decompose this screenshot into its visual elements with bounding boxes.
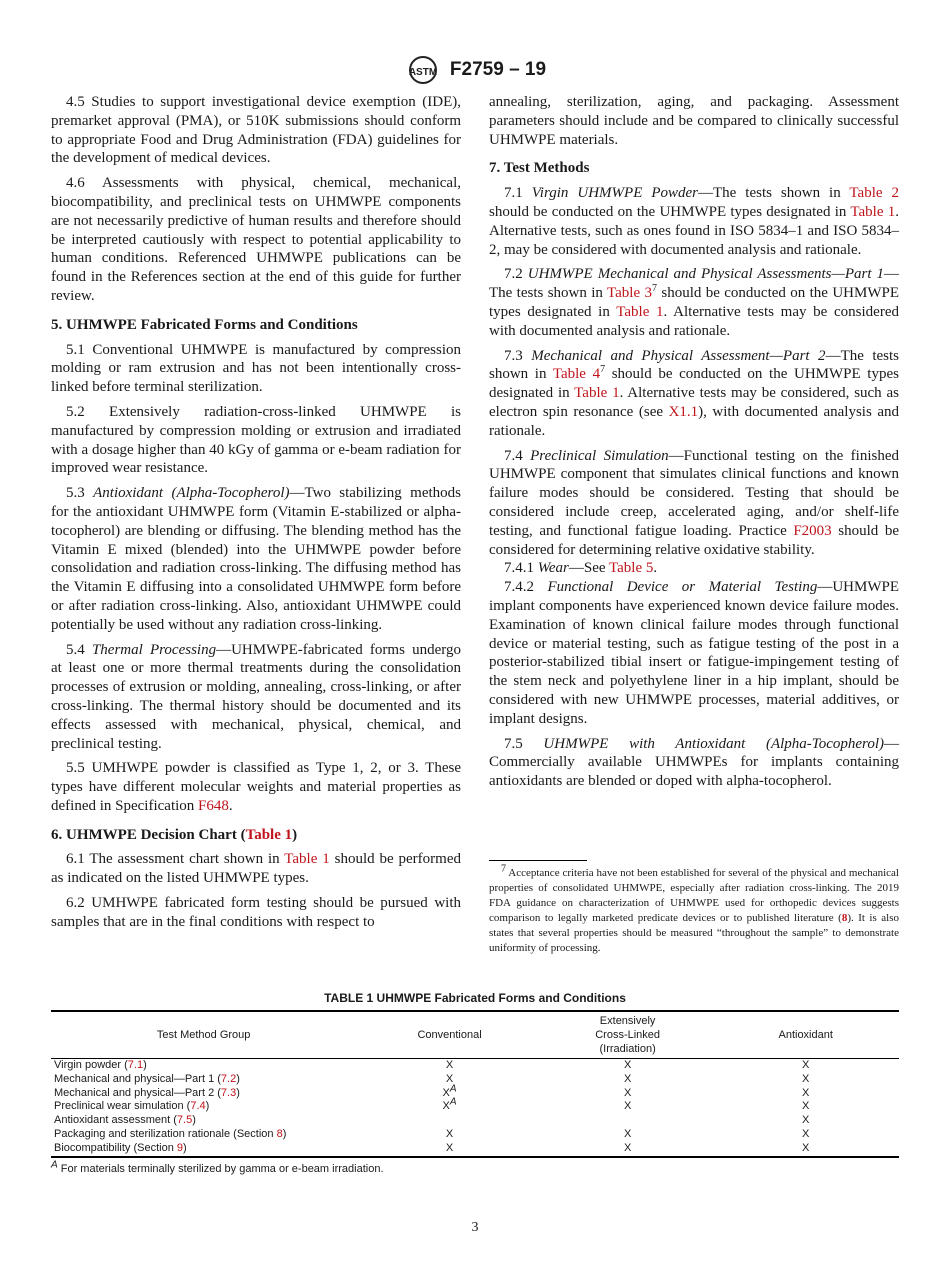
footnote-mark: A: [449, 1082, 457, 1094]
table-footnote-text: For materials terminally sterilized by gamma or e-beam irradiation.: [57, 1163, 384, 1175]
svg-text:ASTM: ASTM: [408, 67, 438, 78]
text: . Alternative tests may be considered with documented analysis and rationale.: [489, 303, 899, 339]
text: 5.1 Conventional UHMWPE is manufactured by compression molding or ram extrusion and has not been intentionally cross-linked before terminal sterilization.: [51, 341, 461, 396]
text: —UHMWPE implant components have experienced known device failure modes. Examination of known clinical failure modes through functional device or material testing, such as fatigue testing of the post in a posterior-stabilized tibial insert or fatigue-impingement testing of the stem neck and polyethylene liner in a hip implant, should be considered with new UHMWPE processes, material additives, or implant designs.: [489, 579, 899, 727]
cell-cross-linked: X: [623, 1072, 632, 1085]
cell-conventional: X: [445, 1141, 454, 1154]
cell-conventional: [356, 1114, 543, 1128]
footnote-mark: A: [449, 1096, 457, 1108]
cross-reference-link[interactable]: 8: [841, 912, 848, 924]
text: 7.3: [504, 347, 532, 364]
paragraph: [51, 894, 461, 932]
text: 4.6 Assessments with physical, chemical, mechanical, biocompatibility, and preclinical tests on UHMWPE components are not necessarily predictive of human results and therefore should be interpreted cautiously with respect to potential applicability to human conditions. Referenced UHMWPE publications can be found in the References section at the end of this guide for further review.: [51, 175, 461, 304]
row-label: Preclinical wear simulation (7.4): [54, 1100, 210, 1113]
cross-reference-link[interactable]: Table 2: [849, 185, 899, 202]
table-row: [51, 1114, 899, 1128]
cell-antioxidant: X: [802, 1100, 810, 1113]
text: . Alternative tests, such as ones found in ISO 5834–1 and ISO 5834–2, may be considered with documented analysis and rationale.: [489, 203, 899, 258]
cross-reference-link[interactable]: Table 1: [850, 203, 896, 220]
text: —The tests shown in: [697, 185, 850, 202]
cross-reference-link[interactable]: Table 4: [552, 366, 601, 383]
text: 7.4: [504, 447, 531, 464]
section-subtitle: Thermal Processing: [91, 641, 217, 658]
footnote-7: [489, 863, 899, 956]
cross-reference-link[interactable]: 7.4: [190, 1100, 206, 1113]
column-header: Antioxidant: [778, 1029, 833, 1041]
table-row: [51, 1073, 899, 1087]
text: should be conducted on the UHMWPE types designated in: [489, 203, 851, 220]
cell-conventional: X: [445, 1059, 454, 1071]
cell-antioxidant: X: [802, 1127, 810, 1140]
cross-reference-link[interactable]: Table 5: [609, 560, 654, 577]
text: —Two stabilizing methods for the antioxidant UHMWPE form (Vitamin E-stabilized or alpha-tocopherol) are blending or diffusing. The blending method has the Vitamin E mixed (blended) into the UHMWPE powder before consolidation and radiation cross-linking. The diffusing method has the Vitamin E diffusing into a consolidated UHMWPE form before or after radiation cross-linking. Also, antioxidant UHMWPE could potentially be used without any radiation cross-linking.: [51, 485, 461, 633]
standard-designation: F2759 – 19: [449, 59, 547, 80]
text: . Alternative tests may be considered, such as electron spin resonance (see: [489, 385, 899, 420]
table-row: [51, 1100, 899, 1114]
section-subtitle: UHMWPE Mechanical and Physical Assessments—Part 1: [527, 266, 884, 283]
cross-reference-link[interactable]: 7.3: [220, 1086, 237, 1099]
cell-conventional: X: [445, 1127, 454, 1140]
cell-conventional: $X^A$: [442, 1096, 457, 1113]
page-header: [0, 55, 950, 85]
section-subtitle: Functional Device or Material Testing: [547, 579, 818, 596]
cross-reference-link[interactable]: 7.2: [220, 1072, 237, 1085]
section-heading: [489, 159, 899, 178]
paragraph: [489, 578, 899, 728]
section-subtitle: Wear: [537, 560, 569, 577]
cell-antioxidant: X: [802, 1086, 810, 1099]
text: 6. UHMWPE Decision Chart (: [51, 826, 246, 843]
paragraph: [489, 184, 899, 259]
text: .: [653, 560, 658, 577]
cell-antioxidant: X: [802, 1072, 810, 1085]
paragraph: [489, 93, 899, 149]
cross-reference-link[interactable]: Table 1: [284, 851, 330, 868]
cross-reference-link[interactable]: Table 3: [607, 285, 652, 302]
table-title: TABLE 1 UHMWPE Fabricated Forms and Conditions: [324, 991, 626, 1005]
paragraph: [51, 93, 461, 168]
paragraph: [51, 484, 461, 634]
table-row: [51, 1087, 899, 1101]
text: .: [228, 797, 233, 814]
cell-antioxidant: X: [802, 1141, 810, 1154]
row-label: Virgin powder (7.1): [54, 1059, 147, 1071]
astm-logo-icon: [404, 55, 442, 85]
text: —See: [568, 560, 610, 577]
text: 5. UHMWPE Fabricated Forms and Conditions: [51, 316, 358, 333]
cell-antioxidant: X: [802, 1059, 810, 1071]
cell-cross-linked: [543, 1114, 713, 1128]
text: 6.2 UMHWPE fabricated form testing should be pursued with samples that are in the final conditions with respect to: [51, 895, 461, 930]
cell-cross-linked: X: [623, 1059, 632, 1071]
cell-cross-linked: X: [623, 1100, 632, 1113]
text: 5.4: [66, 641, 92, 658]
text: 7.5: [504, 735, 544, 752]
cross-reference-link[interactable]: 9: [176, 1141, 184, 1154]
text: 7.1: [504, 185, 532, 202]
section-subtitle: UHMWPE with Antioxidant (Alpha-Tocopherol): [543, 735, 884, 752]
text: —The tests shown in: [489, 347, 900, 383]
cross-reference-link[interactable]: X1.1: [668, 403, 699, 420]
cell-conventional: $X^A$: [442, 1082, 457, 1099]
cross-reference-link[interactable]: 7.1: [127, 1059, 144, 1071]
cross-reference-link[interactable]: 7.5: [176, 1114, 193, 1127]
paragraph: [489, 559, 899, 578]
paragraph: [489, 447, 899, 560]
column-header: Test Method Group: [156, 1029, 251, 1041]
cell-antioxidant: X: [802, 1114, 810, 1127]
text: ). It is also states that several properties should be measured “throughout the sample” to demonstrate uniformity of processing.: [489, 912, 899, 954]
text: —Functional testing on the finished UHMWPE component that simulates clinical functions and known failure modes should be considered. Testing that should be considered include creep, accelerated aging, and/or shelf-life testing, and functional fatigue loading. Practice: [489, 447, 899, 539]
text: —UHMWPE-fabricated forms undergo at least one or more thermal treatments during the consolidation processes of extrusion or molding, annealing, cross-linking, or after cross-linking. The thermal history should be documented and its effects assessed with mechanical, physical, chemical, and preclinical testing.: [51, 641, 461, 752]
table-row: [51, 1059, 899, 1073]
section-heading: [51, 316, 461, 335]
page-number: 3: [471, 1220, 479, 1235]
paragraph: [51, 850, 461, 888]
text: 7.2: [504, 266, 528, 283]
footnote-ref: 7: [600, 364, 606, 376]
row-label: Biocompatibility (Section 9): [54, 1141, 187, 1154]
row-label: Antioxidant assessment (7.5): [54, 1114, 196, 1127]
footnote-divider: [489, 860, 587, 861]
paragraph: [51, 341, 461, 397]
column-header: Conventional: [417, 1029, 482, 1041]
paragraph: [489, 265, 899, 340]
text: Acceptance criteria have not been established for several of the physical and mechanical properties of consolidated UHMWPE, especially after radiation cross-linking. The 2019 FDA guidance on characterization of UHMWPE used for orthopedic devices suggests comparison to legally marketed predicate devices or to published literature (: [489, 867, 899, 924]
cell-cross-linked: X: [623, 1086, 632, 1099]
cross-reference-link[interactable]: F648: [198, 797, 229, 814]
cross-reference-link[interactable]: 8: [276, 1127, 283, 1140]
footnote-ref: 7: [501, 863, 506, 875]
section-subtitle: Virgin UHMWPE Powder: [531, 185, 698, 202]
section-subtitle: Mechanical and Physical Assessment—Part 2: [531, 347, 826, 364]
text: should be conducted on the UHMWPE types designated in: [489, 366, 899, 402]
text: 6.1 The assessment chart shown in: [66, 851, 285, 868]
text: 5.5 UMHWPE powder is classified as Type 1, 2, or 3. These types have different molecular weights and material properties as defined in Specification: [51, 760, 461, 814]
text: 5.2 Extensively radiation-cross-linked UHMWPE is manufactured by compression molding or extrusion and irradiated with a dosage higher than 40 kGy of gamma or e-beam radiation for improved wear resistance.: [51, 403, 461, 477]
paragraph: [51, 403, 461, 478]
paragraph: [489, 347, 899, 441]
text: —Commercially available UHMWPEs for implants containing antioxidants are blended or doped with alpha-tocopherol.: [489, 735, 899, 790]
text: 4.5 Studies to support investigational device exemption (IDE), premarket approval (PMA), or 510K submissions should conform to appropriate Food and Drug Administration (FDA) guidelines for the development of medical devices.: [51, 94, 461, 167]
section-heading: [51, 826, 461, 845]
text: 7. Test Methods: [489, 160, 590, 177]
row-label: Mechanical and physical—Part 1 (7.2): [54, 1072, 240, 1085]
cell-cross-linked: X: [623, 1127, 632, 1140]
column-header: Extensively Cross-Linked (Irradiation): [595, 1015, 661, 1055]
text: should be conducted on the UHMWPE types designated in: [489, 285, 899, 320]
table-footnote: [51, 1159, 384, 1175]
text: 7.4.1: [504, 560, 538, 577]
table-row: [51, 1128, 899, 1142]
row-label: Mechanical and physical—Part 2 (7.3): [54, 1086, 240, 1099]
paragraph: [51, 641, 461, 754]
cross-reference-link[interactable]: Table 1: [574, 385, 620, 402]
paragraph: [51, 174, 461, 306]
row-label: Packaging and sterilization rationale (Section 8): [54, 1127, 287, 1140]
text: 5.3: [66, 485, 94, 502]
section-subtitle: Preclinical Simulation: [530, 447, 669, 464]
table-footnote-mark: A: [51, 1159, 58, 1171]
text: annealing, sterilization, aging, and packaging. Assessment parameters should include and be compared to clinically successful UHMWPE materials.: [489, 94, 899, 148]
right-column: [489, 93, 899, 797]
cross-reference-link[interactable]: Table 1: [616, 303, 664, 320]
text: ): [292, 826, 298, 843]
text: —The tests shown in: [489, 266, 899, 302]
cell-conventional: X: [445, 1072, 454, 1085]
cell-cross-linked: X: [623, 1141, 632, 1154]
cross-reference-link[interactable]: F2003: [793, 522, 832, 539]
table-row: [51, 1142, 899, 1157]
cross-reference-link[interactable]: Table 1: [245, 826, 293, 843]
footnote-ref: 7: [652, 283, 657, 295]
left-column: [51, 93, 461, 938]
text: 7.4.2: [504, 579, 548, 596]
section-subtitle: Antioxidant (Alpha-Tocopherol): [93, 485, 290, 502]
table-1: [51, 1010, 899, 1158]
text: should be considered for determining relative oxidative stability.: [489, 522, 899, 558]
text: ), with documented analysis and rationale.: [489, 403, 899, 439]
text: should be performed as indicated on the listed UHMWPE types.: [51, 851, 461, 887]
paragraph: [51, 759, 461, 815]
paragraph: [489, 735, 899, 791]
